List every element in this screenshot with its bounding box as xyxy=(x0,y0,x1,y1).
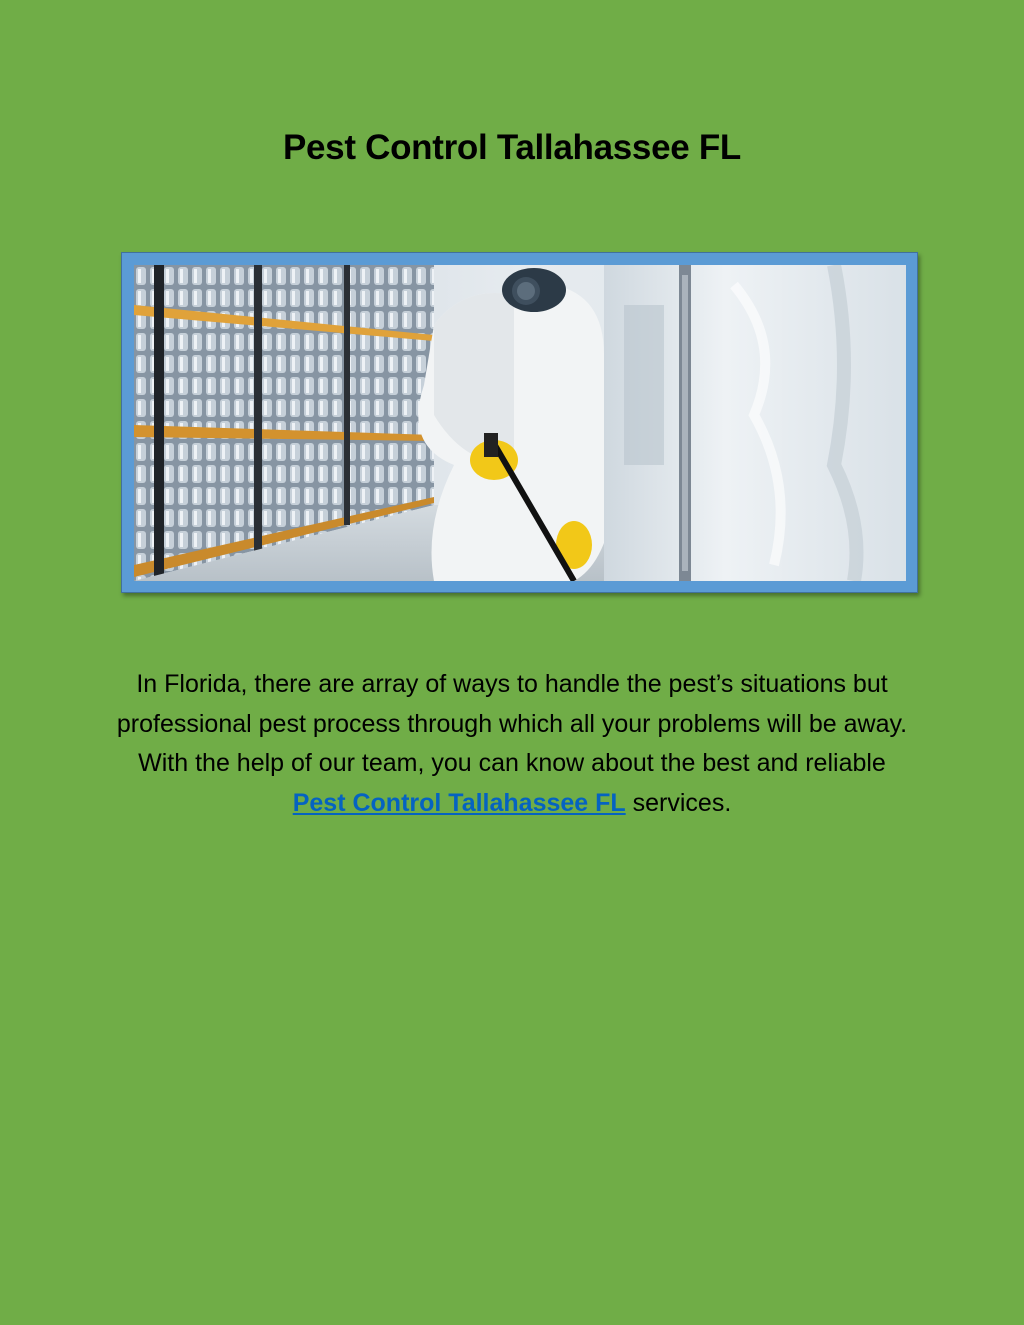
pest-control-link[interactable]: Pest Control Tallahassee FL xyxy=(292,788,626,817)
description-text: In Florida, there are array of ways to handle the pest’s situations but professional pest process through which all your problems will be away. With the help of our team, you can know about the best and reliable xyxy=(116,670,908,778)
hero-image-frame xyxy=(121,252,918,593)
description-paragraph xyxy=(112,665,912,823)
pest-control-technician-photo xyxy=(134,265,906,581)
page-title: Pest Control Tallahassee FL xyxy=(282,128,742,167)
description-text-end: services. xyxy=(625,788,732,817)
